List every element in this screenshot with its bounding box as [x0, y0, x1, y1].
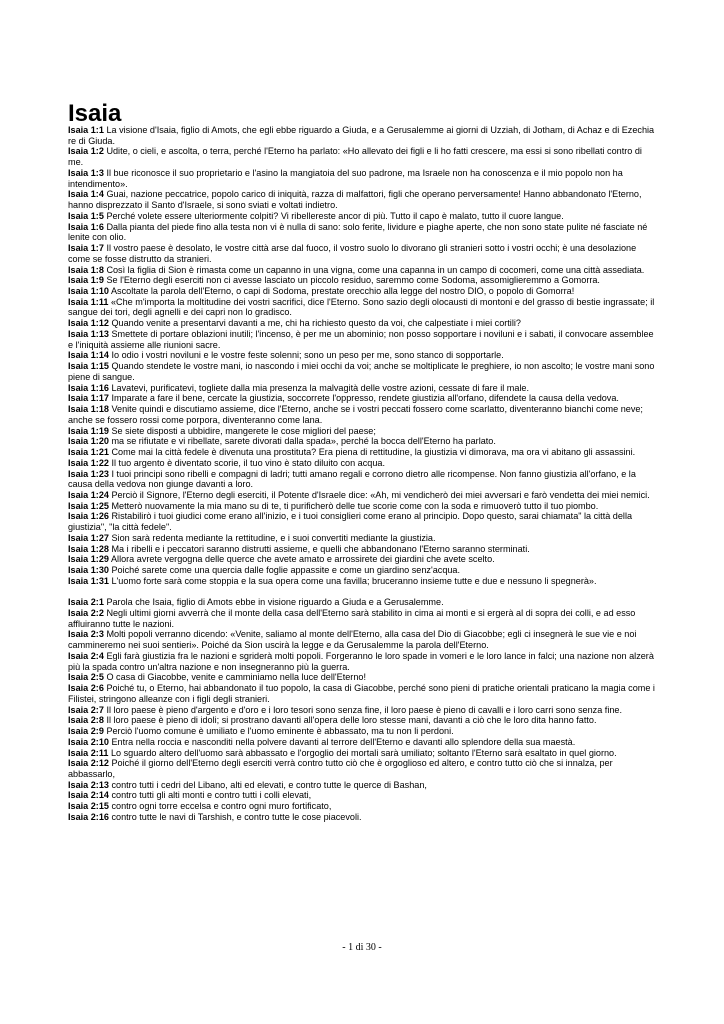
- verse-text: Guai, nazione peccatrice, popolo carico di iniquità, razza di malfattori, figli che operano perversamente! Hanno abbandonato l'Eterno, hanno disprezzato il Santo d'Israele, si sono sviati e voltati indietro.: [68, 189, 642, 211]
- verse-text: Perché volete essere ulteriormente colpiti? Vi ribellereste ancor di più. Tutto il capo è malato, tutto il cuore langue.: [106, 210, 564, 221]
- verse-reference: Isaia 2:10: [68, 736, 109, 747]
- verse-reference: Isaia 1:6: [68, 221, 104, 232]
- verse-text: Poiché sarete come una quercia dalle foglie appassite e come un giardino senz'acqua.: [111, 565, 461, 576]
- document-body: [68, 125, 658, 823]
- verse-reference: Isaia 2:5: [68, 672, 104, 683]
- verse: [68, 748, 658, 759]
- verse: [68, 361, 658, 382]
- verse: [68, 715, 658, 726]
- verse: [68, 544, 658, 555]
- verse-reference: Isaia 2:3: [68, 629, 104, 640]
- verse-text: contro tutti i cedri del Libano, alti ed elevati, e contro tutte le querce di Bashan,: [111, 779, 427, 790]
- verse-reference: Isaia 1:28: [68, 543, 109, 554]
- verse: [68, 554, 658, 565]
- verse: [68, 297, 658, 318]
- page-number: - 1 di 30 -: [342, 942, 382, 953]
- verse: [68, 801, 658, 812]
- verse-text: Imparate a fare il bene, cercate la giustizia, soccorrete l'oppresso, rendete giustizia all'orfano, difendete la causa della vedova.: [111, 393, 619, 404]
- verse-reference: Isaia 1:12: [68, 318, 109, 329]
- verse: [68, 565, 658, 576]
- verse-text: Se siete disposti a ubbidire, mangerete le cose migliori del paese;: [111, 425, 376, 436]
- verse-text: Il vostro paese è desolato, le vostre città arse dal fuoco, il vostro suolo lo divorano gli stranieri sotto i vostri occhi; è una desolazione come se fosse distrutto da stranieri.: [68, 243, 637, 264]
- verse-reference: Isaia 2:14: [68, 790, 109, 801]
- verse: [68, 812, 658, 823]
- verse-reference: Isaia 1:25: [68, 500, 109, 511]
- verse-text: Smettete di portare oblazioni inutili; l'incenso, è per me un abominio; non posso sopportare i noviluni e i sabati, il convocare assemblee e l'iniquità assieme alle riunioni sacre.: [68, 328, 654, 350]
- verse-reference: Isaia 1:1: [68, 125, 104, 135]
- verse-reference: Isaia 1:21: [68, 447, 109, 458]
- verse-reference: Isaia 2:4: [68, 650, 104, 661]
- verse-text: ma se rifiutate e vi ribellate, sarete divorati dalla spada», perché la bocca dell'Eterno ha parlato.: [111, 436, 496, 447]
- verse: [68, 211, 658, 222]
- verse-reference: Isaia 2:1: [68, 597, 104, 608]
- verse-text: contro tutti gli alti monti e contro tutti i colli elevati,: [111, 790, 312, 801]
- verse-reference: Isaia 1:20: [68, 436, 109, 447]
- verse-reference: Isaia 1:3: [68, 167, 104, 178]
- verse-text: Così la figlia di Sion è rimasta come un capanno in una vigna, come una capanna in un campo di cocomeri, come una città assediata.: [106, 264, 645, 275]
- verse-text: Venite quindi e discutiamo assieme, dice l'Eterno, anche se i vostri peccati fossero come scarlatto, diventeranno bianchi come neve; anche se fossero rossi come porpora, diventeranno come lana.: [68, 404, 643, 425]
- verse: [68, 168, 658, 189]
- verse: [68, 608, 658, 629]
- verse: [68, 683, 658, 704]
- verse-text: Allora avrete vergogna delle querce che avete amato e arrossirete dei giardini che avete scelto.: [110, 554, 495, 565]
- verse: [68, 533, 658, 544]
- verse-reference: Isaia 2:12: [68, 758, 109, 769]
- verse-reference: Isaia 2:6: [68, 683, 104, 694]
- verse-reference: Isaia 2:16: [68, 811, 109, 822]
- verse-reference: Isaia 1:19: [68, 425, 109, 436]
- verse-text: Se l'Eterno degli eserciti non ci avesse lasciato un piccolo residuo, saremmo come Sodoma, assomiglieremmo a Gomorra.: [106, 275, 600, 286]
- verse-reference: Isaia 1:18: [68, 404, 109, 415]
- verse: [68, 404, 658, 425]
- verse-text: Quando venite a presentarvi davanti a me, chi ha richiesto questo da voi, che calpestiate i miei cortili?: [111, 318, 521, 329]
- verse-reference: Isaia 1:22: [68, 457, 109, 468]
- verse-text: Poiché il giorno dell'Eterno degli eserciti verrà contro tutto ciò che è orgoglioso ed altero, e contro tutto ciò che si innalza, per abbassarlo,: [68, 758, 613, 780]
- verse: [68, 426, 658, 437]
- verse: [68, 329, 658, 350]
- verse: [68, 651, 658, 672]
- verse-reference: Isaia 2:8: [68, 715, 104, 726]
- verse-reference: Isaia 1:2: [68, 146, 104, 157]
- verse-text: Il tuo argento è diventato scorie, il tuo vino è stato diluito con acqua.: [111, 457, 385, 468]
- verse: [68, 790, 658, 801]
- verse: [68, 447, 658, 458]
- verse: [68, 501, 658, 512]
- verse: [68, 383, 658, 394]
- verse-text: Il loro paese è pieno di idoli; si prostrano davanti all'opera delle loro stesse mani, davanti a ciò che le loro dita hanno fatto.: [106, 715, 597, 726]
- verse: [68, 275, 658, 286]
- verse-text: Ascoltate la parola dell'Eterno, o capi di Sodoma, prestate orecchio alla legge del nostro DIO, o popolo di Gomorra!: [110, 286, 575, 297]
- verse-text: «Che m'importa la moltitudine dei vostri sacrifici, dice l'Eterno. Sono sazio degli olocausti di montoni e del grasso di bestie ingrassate; il sangue dei tori, degli agnelli e dei capri non lo gradisco.: [68, 296, 655, 318]
- verse-text: Parola che Isaia, figlio di Amots ebbe in visione riguardo a Giuda e a Gerusalemme.: [106, 597, 444, 608]
- verse-text: Il loro paese è pieno d'argento e d'oro e i loro tesori sono senza fine, il loro paese è pieno di cavalli e i loro carri sono senza fine.: [106, 704, 622, 715]
- verse-text: L'uomo forte sarà come stoppia e la sua opera come una favilla; bruceranno insieme tutte e due e nessuno li spegnerà».: [111, 575, 597, 586]
- page-title: Isaia: [68, 100, 122, 127]
- verse-text: Metterò nuovamente la mia mano su di te, ti purificherò delle tue scorie come con la soda e rimuoverò tutto il tuo piombo.: [111, 500, 599, 511]
- verse: [68, 469, 658, 490]
- verse: [68, 222, 658, 243]
- verse: [68, 318, 658, 329]
- verse: [68, 458, 658, 469]
- verse: [68, 737, 658, 748]
- chapter-separator: [68, 587, 658, 598]
- verse: [68, 146, 658, 167]
- verse-text: Dalla pianta del piede fino alla testa non vi è nulla di sano: solo ferite, lividure e piaghe aperte, che non sono state pulite né fasciate né lenite con olio.: [68, 221, 648, 243]
- verse-text: contro ogni torre eccelsa e contro ogni muro fortificato,: [111, 801, 332, 812]
- verse-reference: Isaia 1:7: [68, 243, 104, 254]
- verse-reference: Isaia 2:15: [68, 801, 109, 812]
- verse-text: O casa di Giacobbe, venite e camminiamo nella luce dell'Eterno!: [106, 672, 366, 683]
- verse: [68, 436, 658, 447]
- verse: [68, 705, 658, 716]
- verse-reference: Isaia 1:10: [68, 286, 109, 297]
- verse-reference: Isaia 2:7: [68, 704, 104, 715]
- verse-reference: Isaia 2:9: [68, 726, 104, 737]
- verse: [68, 243, 658, 264]
- verse-text: Negli ultimi giorni avverrà che il monte della casa dell'Eterno sarà stabilito in cima ai monti e si ergerà al di sopra dei colli, e ad esso affluiranno tutte le nazioni.: [68, 608, 636, 629]
- verse-text: Lo sguardo altero dell'uomo sarà abbassato e l'orgoglio dei mortali sarà umiliato; soltanto l'Eterno sarà esaltato in quel giorno.: [110, 747, 617, 758]
- verse-text: Io odio i vostri noviluni e le vostre feste solenni; sono un peso per me, sono stanco di sopportarle.: [111, 350, 504, 361]
- verse-reference: Isaia 1:26: [68, 511, 109, 522]
- verse-text: I tuoi principi sono ribelli e compagni di ladri; tutti amano regali e corrono dietro alle ricompense. Non fanno giustizia all'orfano, e la causa della vedova non giunge davanti a loro.: [68, 468, 636, 490]
- verse: [68, 758, 658, 779]
- verse-text: Sion sarà redenta mediante la rettitudine, e i suoi convertiti mediante la giustizia.: [111, 532, 436, 543]
- verse-reference: Isaia 1:16: [68, 382, 109, 393]
- verse-text: Lavatevi, purificatevi, togliete dalla mia presenza la malvagità delle vostre azioni, cessate di fare il male.: [111, 382, 529, 393]
- verse-reference: Isaia 1:17: [68, 393, 109, 404]
- verse: [68, 597, 658, 608]
- verse-reference: Isaia 1:13: [68, 328, 109, 339]
- verse-reference: Isaia 1:27: [68, 532, 109, 543]
- verse: [68, 576, 658, 587]
- verse: [68, 490, 658, 501]
- verse-text: Perciò l'uomo comune è umiliato e l'uomo eminente è abbassato, ma tu non li perdoni.: [106, 726, 454, 737]
- verse: [68, 629, 658, 650]
- verse-text: Udite, o cieli, e ascolta, o terra, perché l'Eterno ha parlato: «Ho allevato dei figli e li ho fatti crescere, ma essi si sono ribellati contro di me.: [68, 146, 642, 168]
- verse-text: Egli farà giustizia fra le nazioni e sgriderà molti popoli. Forgeranno le loro spade in vomeri e le loro lance in falci; una nazione non alzerà più la spada contro un'altra nazione e non insegneranno più la guerra.: [68, 650, 654, 672]
- verse-reference: Isaia 1:30: [68, 565, 109, 576]
- verse: [68, 780, 658, 791]
- verse-text: Molti popoli verranno dicendo: «Venite, saliamo al monte dell'Eterno, alla casa del Dio di Giacobbe; egli ci insegnerà le sue vie e noi cammineremo nei suoi sentieri». Poiché da Sion uscirà la legge e da Gerusalemme la parola dell'Eterno.: [68, 629, 637, 651]
- verse-reference: Isaia 1:29: [68, 554, 109, 565]
- verse-reference: Isaia 2:11: [68, 747, 109, 758]
- verse: [68, 672, 658, 683]
- verse-text: La visione d'Isaia, figlio di Amots, che egli ebbe riguardo a Giuda, e a Gerusalemme ai giorni di Uzziah, di Jotham, di Achaz e di Ezechia re di Giuda.: [68, 125, 655, 146]
- verse: [68, 511, 658, 532]
- verse-text: Come mai la città fedele è divenuta una prostituta? Era piena di rettitudine, la giustizia vi dimorava, ma ora vi abitano gli assassini.: [111, 447, 636, 458]
- verse-reference: Isaia 1:24: [68, 489, 109, 500]
- verse-text: Quando stendete le vostre mani, io nascondo i miei occhi da voi; anche se moltiplicate le preghiere, io non ascolto; le vostre mani sono piene di sangue.: [68, 361, 655, 382]
- verse-text: Il bue riconosce il suo proprietario e l'asino la mangiatoia del suo padrone, ma Israele non ha conoscenza e il mio popolo non ha intendimento».: [68, 167, 623, 189]
- verse: [68, 726, 658, 737]
- verse: [68, 393, 658, 404]
- verse: [68, 189, 658, 210]
- verse-reference: Isaia 1:4: [68, 189, 104, 200]
- verse-reference: Isaia 2:13: [68, 779, 109, 790]
- verse-reference: Isaia 1:23: [68, 468, 109, 479]
- verse: [68, 265, 658, 276]
- verse-reference: Isaia 1:9: [68, 275, 104, 286]
- verse: [68, 286, 658, 297]
- verse-text: Perciò il Signore, l'Eterno degli eserciti, il Potente d'Israele dice: «Ah, mi vendicherò dei miei avversari e farò vendetta dei miei nemici.: [111, 489, 650, 500]
- verse-text: Ma i ribelli e i peccatori saranno distrutti assieme, e quelli che abbandonano l'Eterno saranno sterminati.: [111, 543, 530, 554]
- verse: [68, 125, 658, 146]
- verse-reference: Isaia 1:15: [68, 361, 109, 372]
- verse-reference: Isaia 1:31: [68, 575, 109, 586]
- verse-text: Entra nella roccia e nasconditi nella polvere davanti al terrore dell'Eterno e davanti allo splendore della sua maestà.: [111, 736, 576, 747]
- verse-reference: Isaia 2:2: [68, 608, 104, 618]
- verse-reference: Isaia 1:5: [68, 210, 104, 221]
- verse-text: Ristabilirò i tuoi giudici come erano all'inizio, e i tuoi consiglieri come erano al principio. Dopo questo, sarai chiamata" la città della giustizia", "la città fedele".: [68, 511, 633, 533]
- verse-text: contro tutte le navi di Tarshish, e contro tutte le cose piacevoli.: [111, 811, 362, 822]
- verse-text: Poiché tu, o Eterno, hai abbandonato il tuo popolo, la casa di Giacobbe, perché sono pieni di pratiche orientali praticano la magia come i Filistei, stringono alleanze con i figli degli stranieri.: [68, 683, 655, 704]
- verse: [68, 350, 658, 361]
- verse-reference: Isaia 1:11: [68, 296, 109, 307]
- verse-reference: Isaia 1:14: [68, 350, 109, 361]
- verse-reference: Isaia 1:8: [68, 264, 104, 275]
